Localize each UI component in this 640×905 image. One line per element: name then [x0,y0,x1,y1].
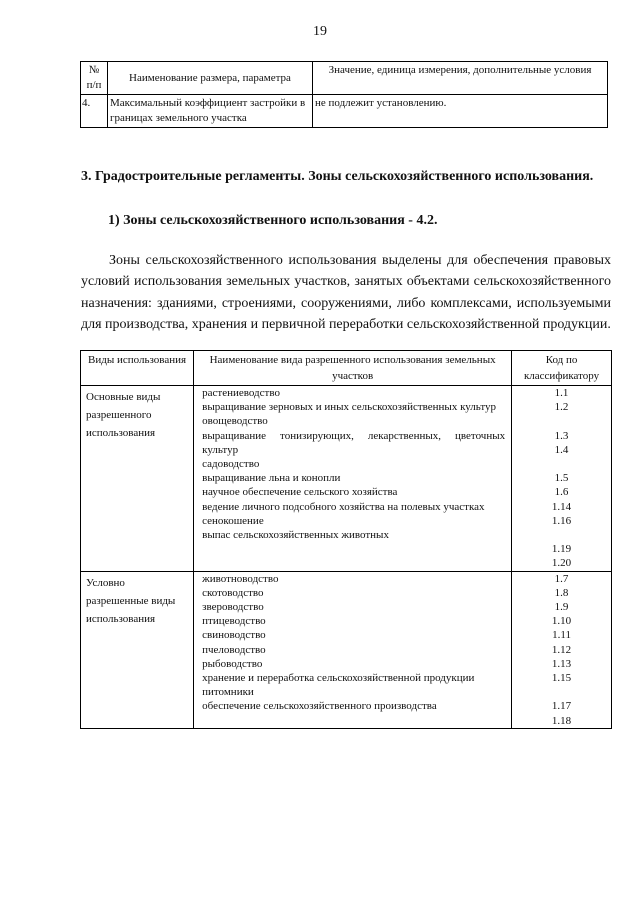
code-item: 1.2 [554,401,569,414]
table-row-main-uses [81,386,612,572]
list-item: овощеводство [202,415,268,428]
parameters-table [80,61,608,128]
code-item: 1.10 [551,615,572,628]
section-paragraph: Зоны сельскохозяйственного использования выделены для обеспечения правовых условий использования земельных участков, занятых объектами сельскохозяйственного назначения: зданиями, строениями, сооружениями, либо комплексами, используемыми для производства, хранения и первичной переработки сельскохозяйственной продукции. [81,253,611,333]
code-item: 1.12 [551,643,572,656]
land-use-table [80,350,612,729]
row-number: 4. [81,95,108,128]
code-item: 1.6 [554,486,569,499]
list-item: научное обеспечение сельского хозяйства [202,486,398,499]
list-item: свиноводство [202,629,266,642]
code-item: 1.4 [554,443,569,456]
list-item: хранение и переработка сельскохозяйственной продукции [202,672,475,685]
code-item: 1.13 [551,657,572,670]
code-item: 1.8 [554,586,569,599]
list-item: садоводство [202,458,260,471]
list-item: выращивание тонизирующих, лекарственных, цветочных культур [202,429,506,456]
code-item: 1.20 [551,557,572,570]
list-item: выращивание льна и конопли [202,472,341,485]
kind-main-uses: Основные виды разрешенного использования [81,386,194,572]
header-parameter: Наименование размера, параметра [108,62,313,95]
list-item: ведение личного подсобного хозяйства на полевых участках [202,500,485,513]
row-parameter: Максимальный коэффициент застройки в границах земельного участка [108,95,313,128]
list-item: пчеловодство [202,643,266,656]
code-item: 1.7 [554,572,569,585]
code-item: 1.17 [551,700,572,713]
code-item: 1.5 [554,472,569,485]
list-item: птицеводство [202,615,266,628]
list-item: обеспечение сельскохозяйственного производства [202,700,437,713]
code-item: 1.9 [554,601,569,613]
sub-heading: 1) Зоны сельскохозяйственного использования - 4.2. [108,213,438,228]
list-item: скотоводство [202,586,264,599]
list-item: растениеводство [202,387,280,399]
list-item: рыбоводство [202,657,263,670]
list-item: животноводство [202,572,279,585]
list-item: выпас сельскохозяйственных животных [202,529,389,542]
kind-conditional-uses: Условно разрешенные виды использования [81,571,194,728]
code-item: 1.14 [551,500,572,513]
main-uses-names [194,386,512,572]
table-row-conditional-uses [81,571,612,728]
header-number: № п/п [81,62,108,95]
code-item: 1.18 [551,714,572,727]
code-item: 1.15 [551,672,572,685]
conditional-uses-codes [512,571,612,728]
conditional-uses-names [194,571,512,728]
code-item: 1.19 [551,543,572,556]
code-item: 1.11 [552,629,571,642]
row-value: не подлежит установлению. [313,95,608,128]
list-item: выращивание зерновых и иных сельскохозяйственных культур [202,401,497,414]
page-number: 19 [313,24,327,39]
main-uses-codes [512,386,612,572]
land-use-table-header [81,351,612,386]
list-item: звероводство [202,601,264,613]
code-item: 1.1 [554,387,569,399]
code-item: 1.16 [551,514,572,527]
header-code: Код по классификатору [512,351,612,386]
code-item: 1.3 [554,429,569,442]
list-item: сенокошение [202,514,264,527]
header-kind: Виды использования [81,351,194,386]
header-use-name: Наименование вида разрешенного использования земельных участков [194,351,512,386]
list-item: питомники [202,686,254,699]
table-row [81,95,608,128]
parameters-table-header [81,62,608,95]
header-value: Значение, единица измерения, дополнительные условия [313,62,608,95]
section-heading: 3. Градостроительные регламенты. Зоны сельскохозяйственного использования. [81,169,594,184]
